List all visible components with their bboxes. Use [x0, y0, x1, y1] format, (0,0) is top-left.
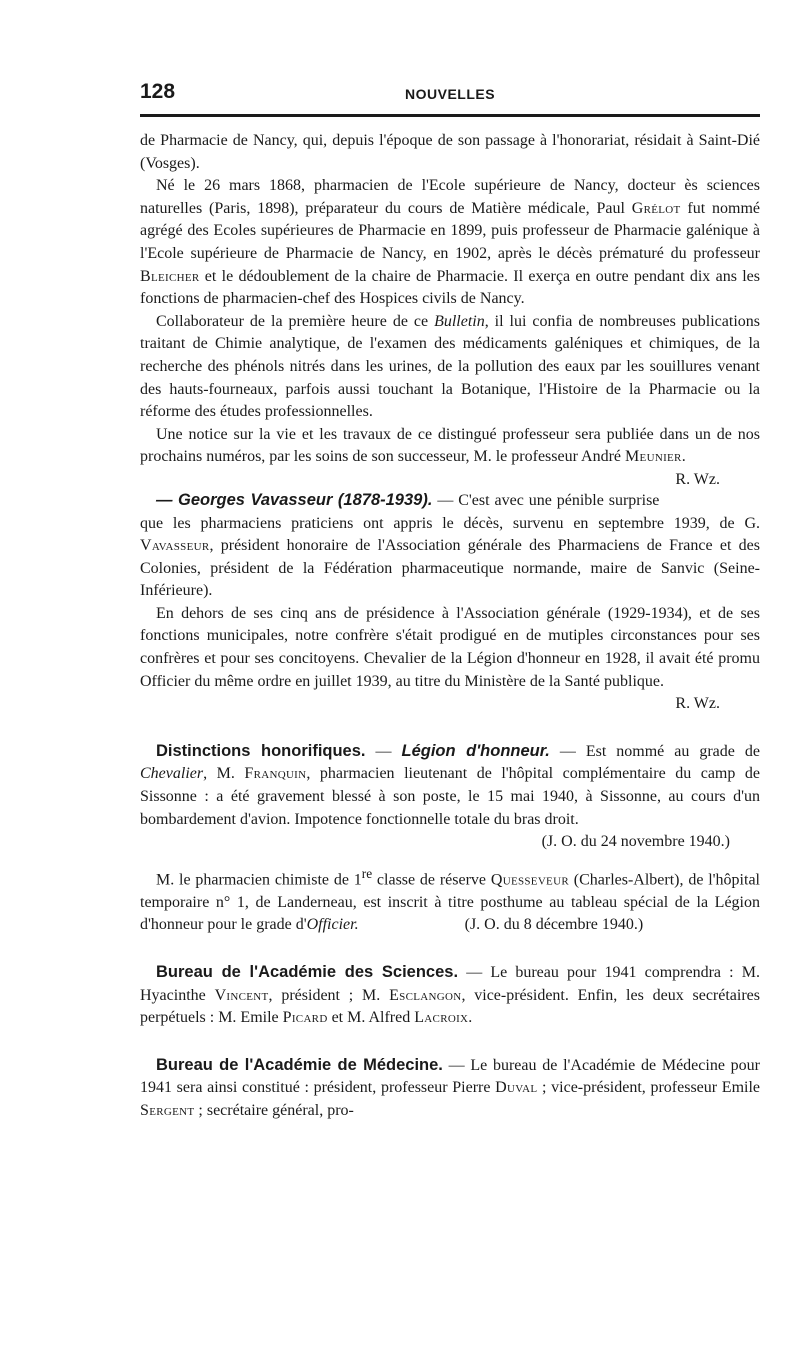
paragraph-vavasseur: — Georges Vavasseur (1878-1939). — C'est avec une pénible surprise que les pharmaciens praticiens ont appris le décès, survenu en septembre 1939, de G. Vavasseur, président honoraire de l'Association générale des Pharmaciens de France et des Colonies, président de la Fédération pharmaceutique normande, maire de Sanvic (Seine-Inférieure).	[140, 490, 760, 600]
person-name: Duval	[495, 1079, 538, 1097]
section-heading: Bureau de l'Académie de Médecine.	[156, 1055, 443, 1074]
author-signature: R. Wz.	[675, 695, 720, 713]
obituary-heading: — Georges Vavasseur (1878-1939).	[156, 490, 433, 509]
article-body	[140, 130, 760, 1122]
paragraph-notice: Une notice sur la vie et les travaux de ce distingué professeur sera publiée dans un de nos prochains numéros, par les soins de son successeur, M. le professeur André Meunier. R. Wz.	[140, 424, 760, 469]
paragraph-biography: Né le 26 mars 1868, pharmacien de l'Ecole supérieure de Nancy, docteur ès sciences naturelles (Paris, 1898), préparateur du cours de Matière médicale, Paul Grélot fut nommé agrégé des Ecoles supérieures de Pharmacie en 1899, puis professeur de Pharmacie galénique à l'Ecole supérieure de Pharmacie de Nancy, en 1902, après le décès prématuré du professeur Bleicher et le dédoublement de la chaire de Pharmacie. Il exerça en outre pendant dix ans les fonctions de pharmacien-chef des Hospices civils de Nancy.	[140, 177, 761, 308]
paragraph-academie-medecine: Bureau de l'Académie de Médecine. — Le bureau de l'Académie de Médecine pour 1941 sera ainsi constitué : président, professeur Pierre Duval ; vice-président, professeur Emile Sergent ; secrétaire général, pro-	[140, 1055, 760, 1119]
journal-reference: (J. O. du 8 décembre 1940.)	[464, 916, 644, 934]
person-name: Esclangon	[389, 986, 462, 1004]
person-name: Vavasseur	[140, 537, 210, 555]
header-rule	[140, 114, 760, 117]
person-name: Quesseveur	[490, 871, 569, 889]
paragraph-quesseveur: M. le pharmacien chimiste de 1re classe de réserve Quesseveur (Charles-Albert), de l'hôpital temporaire n° 1, de Landerneau, est inscrit à titre posthume au tableau spécial de la Légion d'honneur pour le grade d'Officier. (J. O. du 8 décembre 1940.)	[140, 863, 760, 937]
person-name: Lacroix	[414, 1009, 469, 1027]
person-name: Franquin	[244, 765, 307, 783]
running-title: NOUVELLES	[405, 86, 496, 102]
person-name: Picard	[282, 1009, 328, 1027]
page-header	[140, 80, 760, 106]
page-number: 128	[140, 80, 176, 103]
bulletin-title: Bulletin	[434, 312, 485, 330]
section-subheading: Légion d'honneur.	[401, 741, 550, 760]
person-name: Vincent	[214, 986, 269, 1004]
paragraph-vavasseur-career: En dehors de ses cinq ans de présidence à l'Association générale (1929-1934), et de ses fonctions municipales, notre confrère s'était prodigué en de mutiples circonstances pour ses confrères et pour ses concitoyens. Chevalier de la Légion d'honneur en 1928, il avait été promu Officier du même ordre en juillet 1939, au titre du Ministère de la Santé publique.	[140, 604, 760, 690]
paragraph-distinctions: Distinctions honorifiques. — Légion d'honneur. — Est nommé au grade de Chevalier, M. Franquin, pharmacien lieutenant de l'hôpital complémentaire du camp de Sissonne : a été gravement blessé à son poste, le 15 mai 1940, à Sissonne, au cours d'un bombardement d'avion. Impotence fonctionnelle totale du bras droit.	[140, 741, 760, 828]
section-heading: Bureau de l'Académie des Sciences.	[156, 962, 459, 981]
author-signature: R. Wz.	[675, 470, 720, 488]
paragraph-continuation: de Pharmacie de Nancy, qui, depuis l'époque de son passage à l'honorariat, résidait à Saint-Dié (Vosges).	[140, 132, 760, 172]
section-heading: Distinctions honorifiques.	[156, 741, 366, 760]
person-name: Grélot	[631, 199, 681, 217]
person-name: Bleicher	[140, 267, 200, 285]
journal-reference: (J. O. du 24 novembre 1940.)	[541, 833, 730, 851]
person-name: Sergent	[140, 1101, 195, 1119]
person-name: Meunier	[625, 448, 682, 466]
paragraph-academie-sciences: Bureau de l'Académie des Sciences. — Le bureau pour 1941 comprendra : M. Hyacinthe Vincent, président ; M. Esclangon, vice-président. Enfin, les deux secrétaires perpétuels : M. Emile Picard et M. Alfred Lacroix.	[140, 962, 761, 1027]
paragraph-collaboration: Collaborateur de la première heure de ce Bulletin, il lui confia de nombreuses publications traitant de Chimie analytique, de l'examen des médicaments galéniques et chimiques, de la recherche des phénols nitrés dans les urines, de la pollution des eaux par les souillures venant des hauts-fourneaux, parfois aussi touchant la Botanique, l'Histoire de la Pharmacie ou la réforme des études professionnelles.	[140, 312, 761, 421]
